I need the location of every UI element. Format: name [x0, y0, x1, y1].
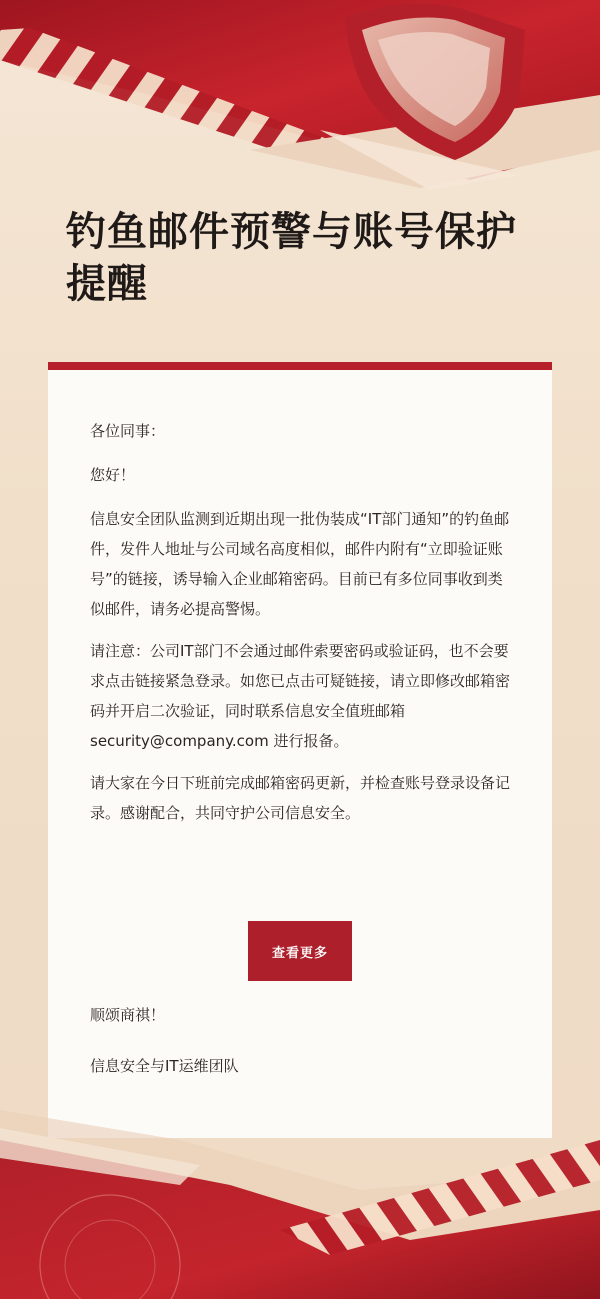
message-card [48, 362, 552, 1138]
page-title: 钓鱼邮件预警与账号保护提醒 [66, 209, 517, 307]
view-more-button[interactable]: 查看更多 [248, 921, 352, 981]
paragraph-notice: 请注意：公司IT部门不会通过邮件索要密码或验证码，也不会要求点击链接紧急登录。如您已点击可疑链接，请立即修改邮箱密码并开启二次验证，同时联系信息安全值班邮箱 security@company.com 进行报备。 [90, 642, 511, 750]
message-body [90, 416, 510, 840]
signature: 信息安全与IT运维团队 [90, 1057, 239, 1075]
bottom-decoration [0, 1080, 600, 1299]
paragraph-action: 请大家在今日下班前完成邮箱密码更新，并检查账号登录设备记录。感谢配合，共同守护公司信息安全。 [90, 774, 511, 822]
salutation: 各位同事： [90, 422, 166, 440]
greeting: 您好！ [90, 466, 136, 484]
paragraph-alert: 信息安全团队监测到近期出现一批伪装成“IT部门通知”的钓鱼邮件，发件人地址与公司域名高度相似，邮件内附有“立即验证账号”的链接，诱导输入企业邮箱密码。目前已有多位同事收到类似邮件，请务必提高警惕。 [90, 510, 510, 618]
closing: 顺颂商祺！ [90, 1006, 166, 1024]
top-decoration [0, 0, 600, 200]
